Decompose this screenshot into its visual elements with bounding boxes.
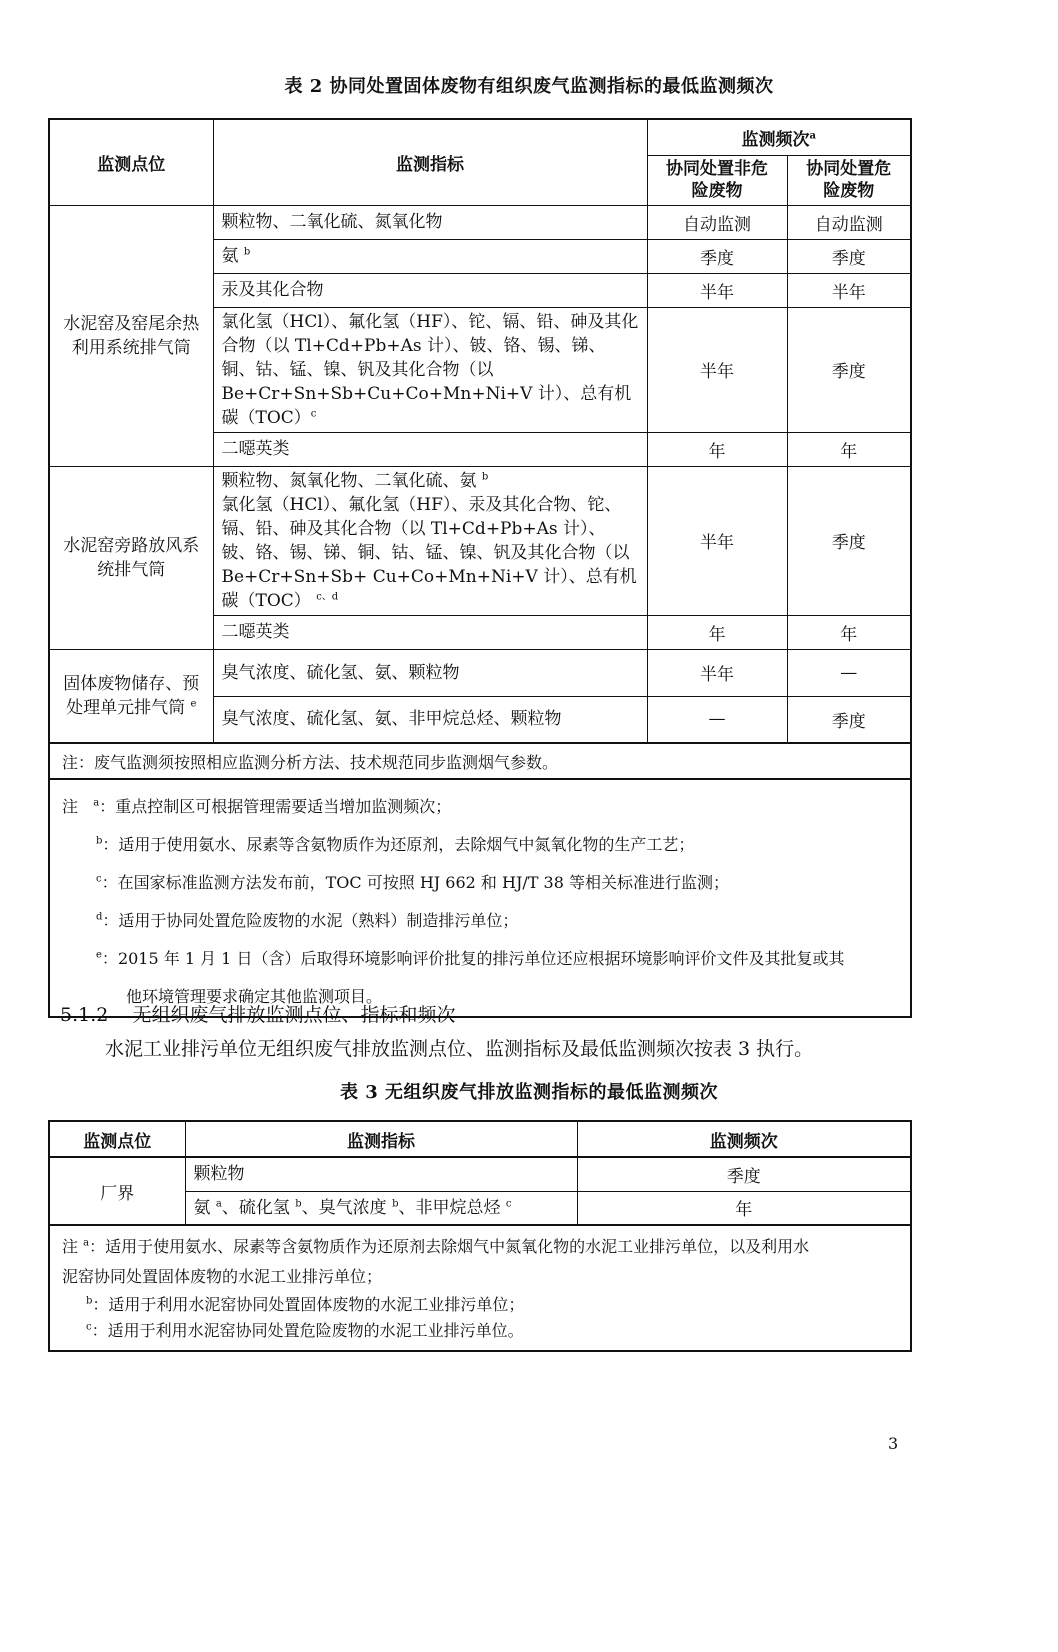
indicator-cell: 臭气浓度、硫化氢、氨、颗粒物 [213,649,647,696]
footnote-b: $^b$：适用于使用氨水、尿素等含氨物质作为还原剂，去除烟气中氮氧化物的生产工艺； [96,835,695,854]
t3-header-frequency: 监测频次 [577,1121,911,1157]
t3-header-indicator: 监测指标 [185,1121,577,1157]
frequency-cell: 季度 [787,307,911,432]
frequency-cell: 半年 [647,307,787,432]
footnote-marker: c、d [316,590,339,602]
table-row [49,205,911,239]
table2 [48,118,912,1018]
indicator-cell: 氨 $^b$ [213,239,647,273]
footnotes-block [49,779,911,1017]
t3-footnote-a-continued: 泥窑协同处置固体废物的水泥工业排污单位； [62,1267,383,1286]
frequency-cell: — [647,696,787,743]
footnote-marker: a [809,130,816,142]
header-hazardous: 协同处置危险废物 [787,155,911,205]
t3-point-cell: 厂界 [49,1157,185,1225]
frequency-cell: 季度 [787,239,911,273]
general-note: 注：废气监测须按照相应监测分析方法、技术规范同步监测烟气参数。 [49,743,911,779]
frequency-cell: 自动监测 [647,205,787,239]
table3-caption: 表 3 无组织废气排放监测指标的最低监测频次 [339,1082,719,1103]
frequency-cell: 半年 [647,466,787,615]
footnote-marker: e [190,698,197,710]
t3-footnote-a: 注 $^a$：适用于使用氨水、尿素等含氨物质作为还原剂去除烟气中氮氧化物的水泥工业排污单位，以及利用水 [62,1237,810,1256]
indicator-cell: 二噁英类 [213,432,647,466]
indicator-cell: 二噁英类 [213,615,647,649]
section-paragraph: 水泥工业排污单位无组织废气排放监测点位、监测指标及最低监测频次按表 3 执行。 [105,1038,814,1060]
frequency-cell: 半年 [647,649,787,696]
frequency-cell: 年 [787,432,911,466]
table2-caption: 表 2 协同处置固体废物有组织废气监测指标的最低监测频次 [284,76,774,97]
frequency-cell: 自动监测 [787,205,911,239]
indicator-cell: 臭气浓度、硫化氢、氨、非甲烷总烃、颗粒物 [213,696,647,743]
table-row [49,743,911,779]
frequency-cell: 季度 [787,696,911,743]
monitoring-point-cell: 水泥窑及窑尾余热利用系统排气筒 [49,205,213,466]
footnote-marker: b [243,246,251,258]
footnote-d: $^d$：适用于协同处置危险废物的水泥（熟料）制造排污单位； [96,911,519,930]
table-row [49,649,911,696]
t3-header-point: 监测点位 [49,1121,185,1157]
frequency-cell: 半年 [787,273,911,307]
table-row [49,466,911,615]
t3-indicator-cell: 氨 $^a$、硫化氢 $^b$、臭气浓度 $^b$、非甲烷总烃 $^c$ [185,1191,577,1225]
frequency-cell: 年 [647,615,787,649]
indicator-cell: 颗粒物、氮氧化物、二氧化硫、氨 $^b$ 氯化氢（HCl）、氟化氢（HF）、汞及其化合物、铊、镉、铅、砷及其化合物（以 Tl+Cd+Pb+As 计）、铍、铬、锡、锑、铜、钴、锰、镍、钒及其化合物（以 Be+Cr+Sn+Sb+ Cu+Co+Mn+Ni+V 计）、总有机碳（TOC） $^{c、d}$ [213,466,647,615]
footnote-c: $^c$：在国家标准监测方法发布前，TOC 可按照 HJ 662 和 HJ/T 38 等相关标准进行监测； [96,873,729,892]
t3-indicator-cell: 颗粒物 [185,1157,577,1191]
frequency-cell: 年 [787,615,911,649]
indicator-cell: 氯化氢（HCl）、氟化氢（HF）、铊、镉、铅、砷及其化合物（以 Tl+Cd+Pb+As 计）、铍、铬、锡、锑、铜、钴、锰、镍、钒及其化合物（以 Be+Cr+Sn+Sb+Cu+Co+Mn+Ni+V 计）、总有机碳（TOC）$^c$ [213,307,647,432]
t3-frequency-cell: 季度 [577,1157,911,1191]
frequency-cell: 年 [647,432,787,466]
monitoring-point-cell: 水泥窑旁路放风系统排气筒 [49,466,213,649]
indicator-cell: 汞及其化合物 [213,273,647,307]
frequency-cell: 季度 [787,466,911,615]
frequency-cell: 半年 [647,273,787,307]
section-heading: 5.1.2 无组织废气排放监测点位、指标和频次 [60,1004,456,1026]
t3-frequency-cell: 年 [577,1191,911,1225]
indicator-cell: 颗粒物、二氧化硫、氮氧化物 [213,205,647,239]
frequency-cell: 季度 [647,239,787,273]
footnote-marker: b [481,470,489,482]
header-monitoring-frequency: 监测频次$^a$ [647,119,911,155]
frequency-cell: — [787,649,911,696]
header-non-hazardous: 协同处置非危险废物 [647,155,787,205]
t3-footnotes [49,1225,911,1351]
t3-footnote-b: $^b$：适用于利用水泥窑协同处置固体废物的水泥工业排污单位； [86,1295,525,1314]
t3-footnote-c: $^c$：适用于利用水泥窑协同处置危险废物的水泥工业排污单位。 [86,1321,524,1340]
footnote-e-continued: 他环境管理要求确定其他监测项目。 [126,987,383,1006]
footnote-marker: c [310,407,317,419]
header-monitoring-point: 监测点位 [49,119,213,205]
table-row [49,1157,911,1191]
footnote-e: $^e$：2015 年 1 月 1 日（含）后取得环境影响评价批复的排污单位还应根据环境影响评价文件及其批复或其 [96,949,845,968]
monitoring-point-cell: 固体废物储存、预处理单元排气筒 $^e$ [49,649,213,743]
table3 [48,1120,912,1352]
header-monitoring-indicator: 监测指标 [213,119,647,205]
footnote-a: 注 $^a$：重点控制区可根据管理需要适当增加监测频次； [62,797,452,816]
page-number: 3 [888,1434,899,1453]
